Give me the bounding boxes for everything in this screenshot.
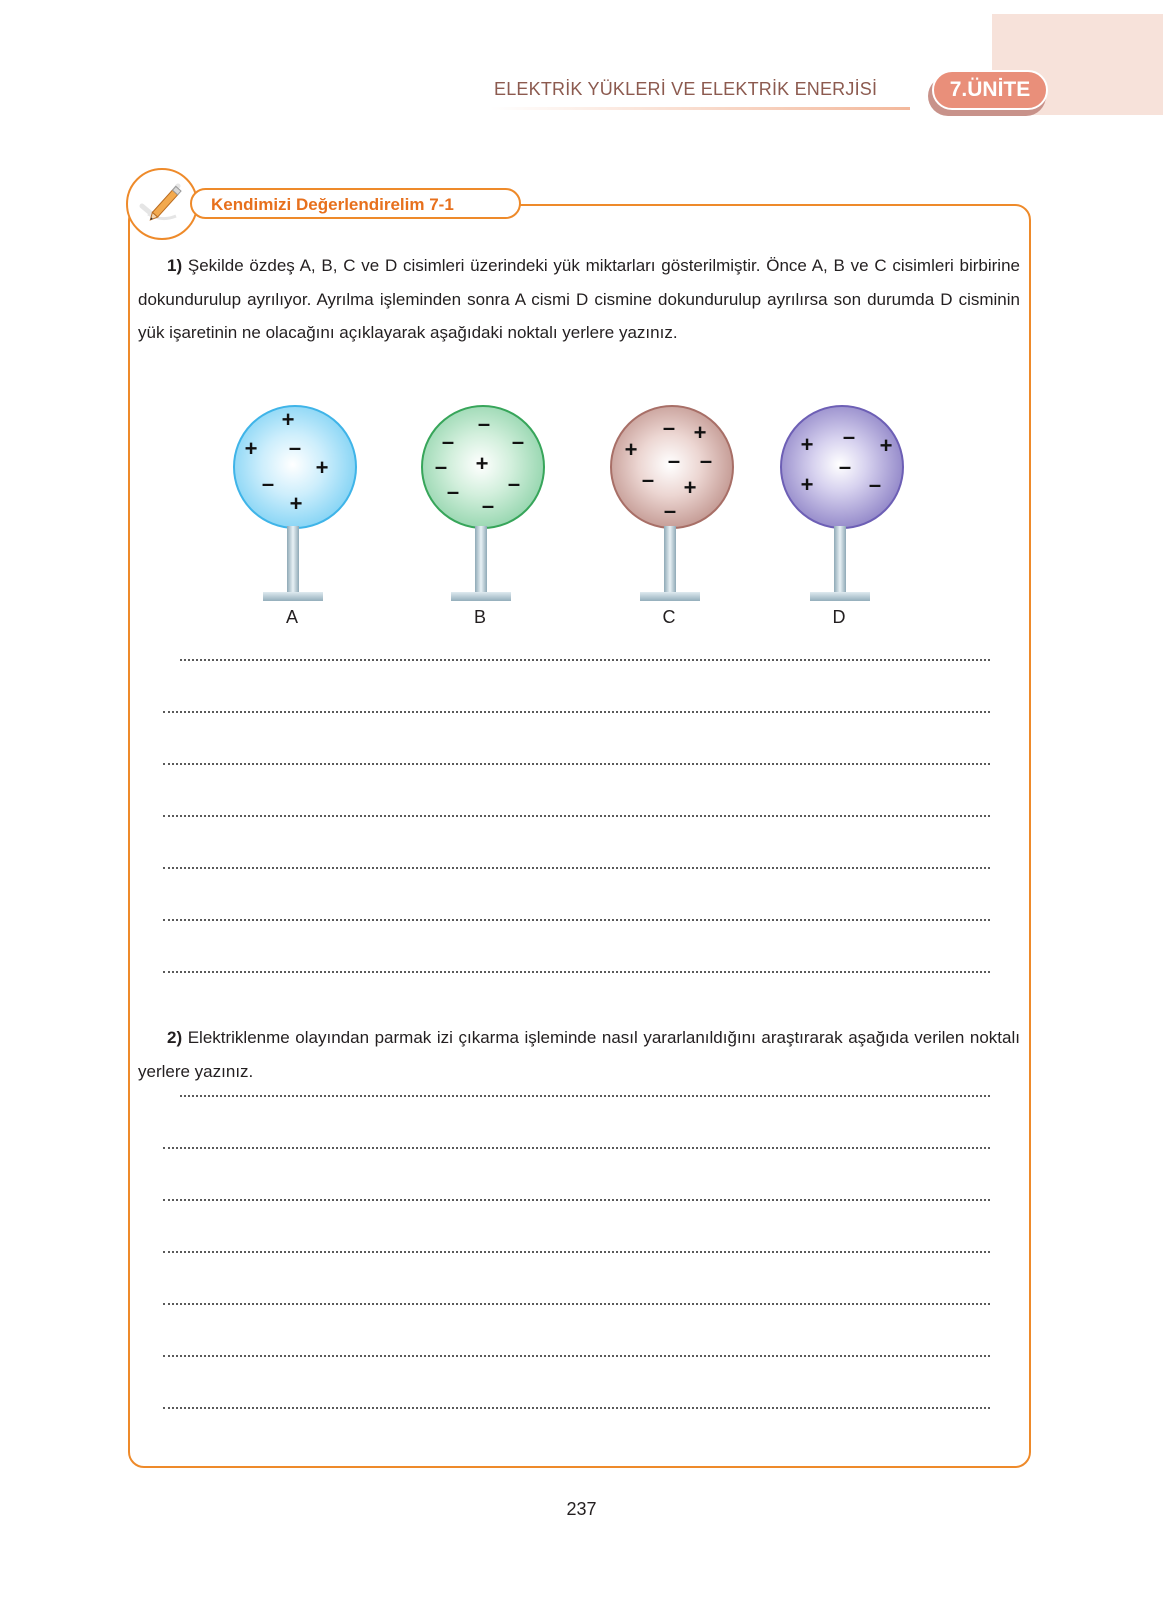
minus-sign: –	[507, 471, 521, 496]
question-2	[138, 1021, 1020, 1088]
plus-sign: +	[693, 420, 707, 445]
question-2-number: 2)	[167, 1028, 183, 1047]
answer-line[interactable]	[163, 919, 990, 921]
minus-sign: –	[667, 448, 681, 473]
electroscope-c	[607, 405, 737, 645]
sphere-a	[233, 405, 357, 529]
electroscope-stem	[664, 526, 676, 593]
minus-sign: –	[434, 454, 448, 479]
unit-label: 7.ÜNİTE	[949, 78, 1031, 101]
electroscope-base	[451, 592, 511, 601]
question-1	[138, 249, 1020, 350]
answer-line[interactable]	[180, 1095, 990, 1097]
section-title: Kendimizi Değerlendirelim 7-1	[211, 195, 454, 214]
electroscope-figure	[230, 405, 930, 645]
minus-sign: –	[662, 415, 676, 440]
exercise-frame	[128, 204, 1031, 1468]
plus-sign: +	[800, 472, 814, 497]
answer-line[interactable]	[163, 1303, 990, 1305]
minus-sign: –	[446, 479, 460, 504]
header-underline	[490, 107, 910, 110]
electroscope-base	[640, 592, 700, 601]
electroscope-label-d: D	[832, 607, 846, 627]
plus-sign: +	[624, 437, 638, 462]
answer-line[interactable]	[163, 763, 990, 765]
unit-badge	[928, 70, 1050, 116]
answer-line[interactable]	[163, 1355, 990, 1357]
answer-line[interactable]	[163, 867, 990, 869]
plus-sign: +	[475, 451, 489, 476]
question-1-text: Şekilde özdeş A, B, C ve D cisimleri üzerindeki yük miktarları gösterilmiştir. Önce A, B ve C cisimleri birbirine dokundurulup ayrılıyor. Ayrılma işleminden sonra A cismi D cismine dokundurulup ayrılırsa son durumda D cisminin yük işaretinin ne olacağını açıklayarak aşağıdaki noktalı yerlere yazınız.	[138, 256, 1020, 342]
sphere-d	[780, 405, 904, 529]
sphere-b	[421, 405, 545, 529]
electroscope-stem	[834, 526, 846, 593]
chapter-title: ELEKTRİK YÜKLERİ VE ELEKTRİK ENERJİSİ	[494, 79, 878, 99]
minus-sign: –	[838, 454, 852, 479]
electroscope-label-a: A	[285, 607, 298, 627]
minus-sign: –	[842, 424, 856, 449]
minus-sign: –	[261, 471, 275, 496]
question-1-number: 1)	[167, 256, 183, 275]
plus-sign: +	[800, 432, 814, 457]
plus-sign: +	[289, 491, 303, 516]
answer-line[interactable]	[163, 971, 990, 973]
sphere-c	[610, 405, 734, 529]
plus-sign: +	[683, 475, 697, 500]
minus-sign: –	[641, 467, 655, 492]
answer-line[interactable]	[163, 711, 990, 713]
answer-line[interactable]	[163, 1407, 990, 1409]
minus-sign: –	[288, 435, 302, 460]
electroscope-d	[777, 405, 907, 645]
minus-sign: –	[511, 429, 525, 454]
plus-sign: +	[281, 407, 295, 432]
answer-line[interactable]	[163, 1251, 990, 1253]
minus-sign: –	[481, 493, 495, 518]
answer-line[interactable]	[163, 1147, 990, 1149]
question-2-text: Elektriklenme olayından parmak izi çıkarma işleminde nasıl yararlanıldığını araştırarak aşağıda verilen noktalı yerlere yazınız.	[138, 1028, 1020, 1081]
minus-sign: –	[699, 448, 713, 473]
electroscope-b	[418, 405, 548, 645]
electroscope-a	[230, 405, 360, 645]
answer-line[interactable]	[163, 1199, 990, 1201]
electroscope-base	[810, 592, 870, 601]
electroscope-label-b: B	[473, 607, 486, 627]
electroscope-label-c: C	[662, 607, 676, 627]
page-number: 237	[566, 1499, 597, 1519]
section-title-tab	[190, 188, 521, 219]
electroscope-stem	[287, 526, 299, 593]
plus-sign: +	[244, 436, 258, 461]
electroscope-stem	[475, 526, 487, 593]
pencil-icon	[126, 168, 198, 240]
plus-sign: +	[879, 433, 893, 458]
answer-line[interactable]	[180, 659, 990, 661]
plus-sign: +	[315, 455, 329, 480]
minus-sign: –	[441, 429, 455, 454]
answer-line[interactable]	[163, 815, 990, 817]
minus-sign: –	[868, 472, 882, 497]
minus-sign: –	[477, 411, 491, 436]
electroscope-base	[263, 592, 323, 601]
minus-sign: –	[663, 498, 677, 523]
